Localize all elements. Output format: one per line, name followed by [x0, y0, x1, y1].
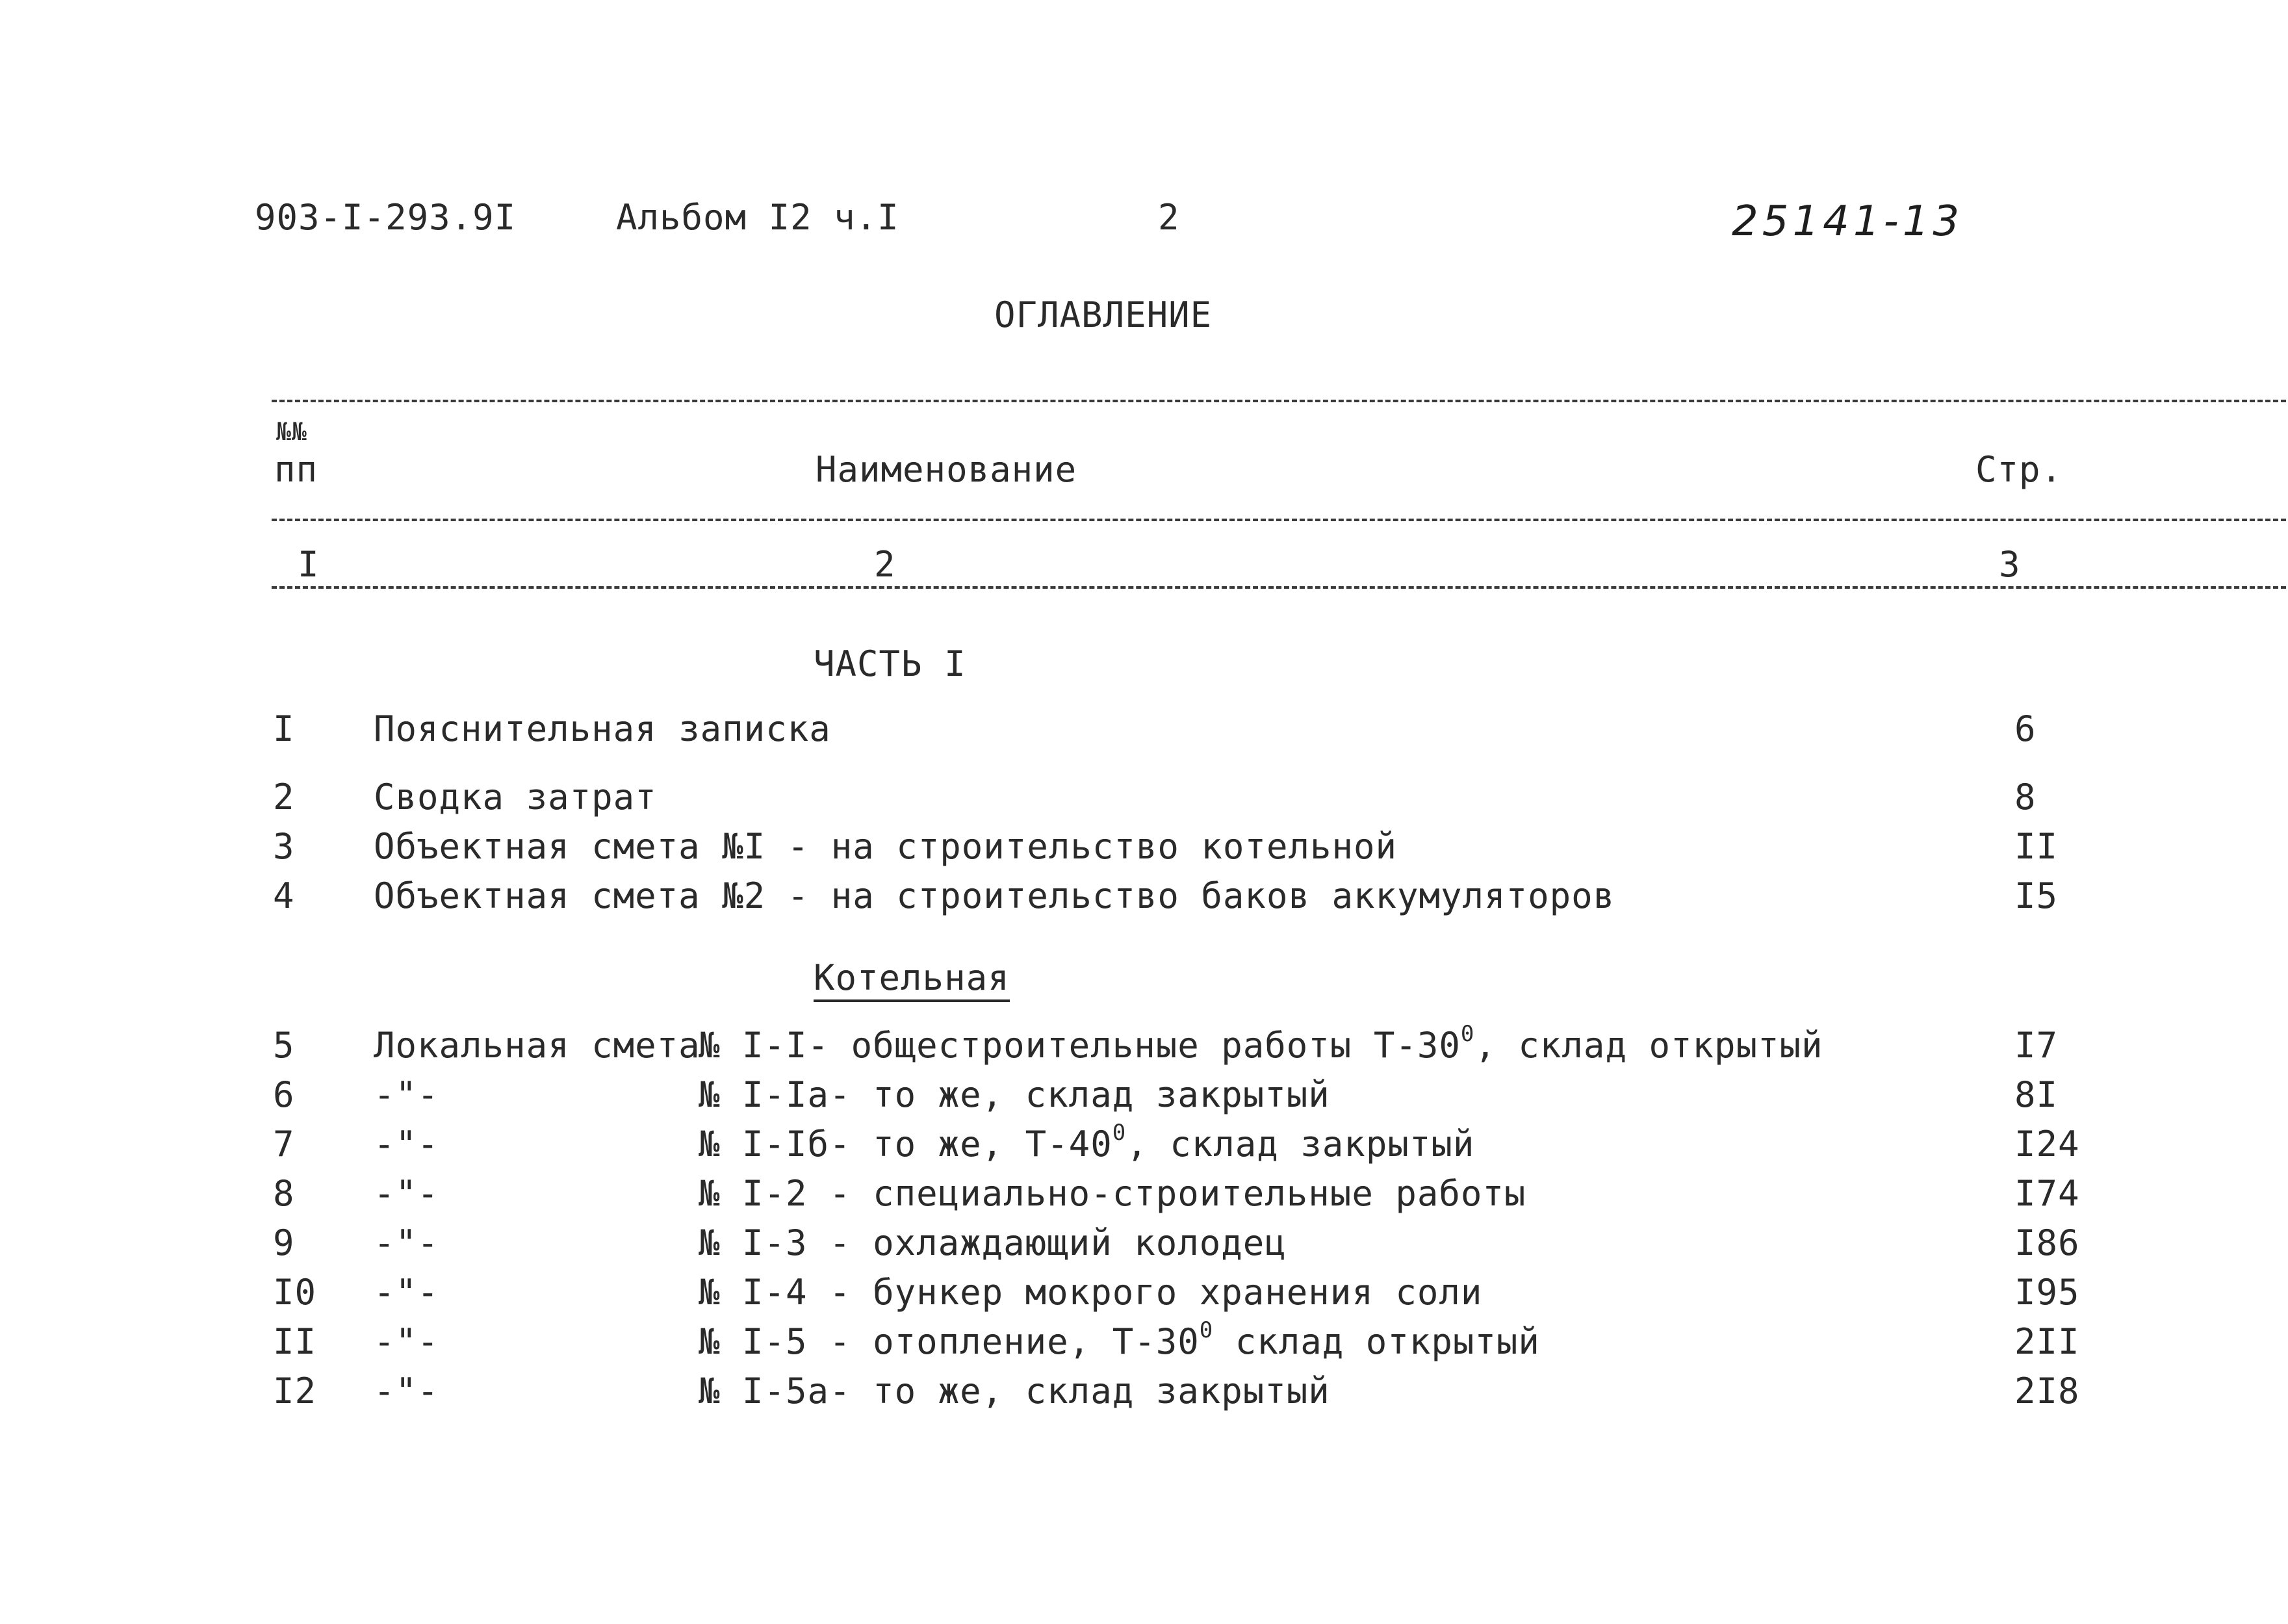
degree-superscript: 0 [1460, 1021, 1475, 1047]
entry-page: I7 [2014, 1025, 2059, 1066]
entry-reference-rest: , склад открытый [1474, 1025, 1823, 1066]
entry-number: 3 [273, 826, 295, 867]
entry-number: 5 [273, 1025, 295, 1066]
entry-reference-text: № I-4 - бункер мокрого хранения соли [699, 1272, 1483, 1313]
degree-superscript: 0 [1112, 1120, 1127, 1146]
entry-reference-text: № I-3 - охлаждающий колодец [699, 1222, 1287, 1263]
entry-name: -"- [374, 1272, 439, 1313]
entry-number: 7 [273, 1124, 295, 1165]
entry-name: Сводка затрат [374, 777, 657, 818]
entry-name: -"- [374, 1321, 439, 1362]
entry-reference [699, 1120, 1475, 1165]
document-code: 903-I-293.9I [255, 197, 517, 238]
entry-reference-text: № I-I- общестроительные работы Т-30 [699, 1025, 1461, 1066]
entry-page: 2II [2014, 1321, 2080, 1362]
entry-name: Локальная смета [374, 1025, 701, 1066]
entry-page: I95 [2014, 1272, 2080, 1313]
column-index-1: I [298, 544, 320, 585]
degree-superscript: 0 [1199, 1317, 1214, 1343]
handwritten-number: 25141-13 [1732, 198, 1964, 246]
entry-number: 8 [273, 1173, 295, 1214]
entry-number: I [273, 708, 295, 749]
column-index-3: 3 [1999, 544, 2021, 585]
entry-name: -"- [374, 1371, 439, 1411]
entry-name: -"- [374, 1222, 439, 1263]
entry-name: -"- [374, 1173, 439, 1214]
entry-page: I86 [2014, 1222, 2080, 1263]
entry-reference-text: № I-Iа- то же, склад закрытый [699, 1074, 1330, 1115]
entry-name: -"- [374, 1074, 439, 1115]
header-top-rule [272, 400, 2286, 402]
column-number-label: пп [274, 449, 318, 490]
entry-reference [699, 1021, 1823, 1066]
entry-reference [699, 1173, 1526, 1214]
entry-number: 6 [273, 1074, 295, 1115]
column-index-2: 2 [874, 544, 896, 585]
entry-name: Объектная смета №I - на строительство котельной [374, 826, 1398, 867]
entry-reference [699, 1272, 1483, 1313]
header-bottom-rule [272, 586, 2286, 589]
entry-name: Пояснительная записка [374, 708, 831, 749]
column-page-label: Стр. [1975, 449, 2063, 490]
entry-number: 4 [273, 875, 295, 916]
entry-page: 8 [2014, 777, 2037, 818]
entry-reference-text: № I-5а- то же, склад закрытый [699, 1371, 1330, 1411]
entry-reference-rest: , склад закрытый [1126, 1124, 1475, 1165]
entry-number: 9 [273, 1222, 295, 1263]
entry-page: I24 [2014, 1124, 2080, 1165]
column-number-label-top: №№ [276, 417, 307, 446]
entry-page: 8I [2014, 1074, 2059, 1115]
entry-number: I2 [273, 1371, 317, 1411]
album-label: Альбом I2 ч.I [616, 197, 899, 238]
entry-reference-text: № I-2 - специально-строительные работы [699, 1173, 1526, 1214]
entry-page: I5 [2014, 875, 2059, 916]
header-middle-rule [272, 519, 2286, 521]
entry-name: Объектная смета №2 - на строительство баков аккумуляторов [374, 875, 1615, 916]
entry-reference-text: № I-Iб- то же, Т-40 [699, 1124, 1112, 1165]
entry-reference [699, 1222, 1287, 1263]
entry-number: I0 [273, 1272, 317, 1313]
entry-page: I74 [2014, 1173, 2080, 1214]
entry-page: 6 [2014, 708, 2037, 749]
entry-reference [699, 1317, 1540, 1362]
entry-number: 2 [273, 777, 295, 818]
entry-reference [699, 1371, 1330, 1411]
section-title: Котельная [814, 960, 1010, 1002]
entry-page: II [2014, 826, 2059, 867]
page-title: ОГЛАВЛЕНИЕ [994, 294, 1213, 335]
entry-page: 2I8 [2014, 1371, 2080, 1411]
part-title: ЧАСТЬ I [814, 643, 966, 684]
entry-number: II [273, 1321, 317, 1362]
entry-reference-text: № I-5 - отопление, Т-30 [699, 1321, 1200, 1362]
sheet-number: 2 [1158, 197, 1180, 238]
entry-name: -"- [374, 1124, 439, 1165]
entry-reference-rest: склад открытый [1213, 1321, 1540, 1362]
column-name-label: Наименование [816, 449, 1077, 490]
entry-reference [699, 1074, 1330, 1115]
